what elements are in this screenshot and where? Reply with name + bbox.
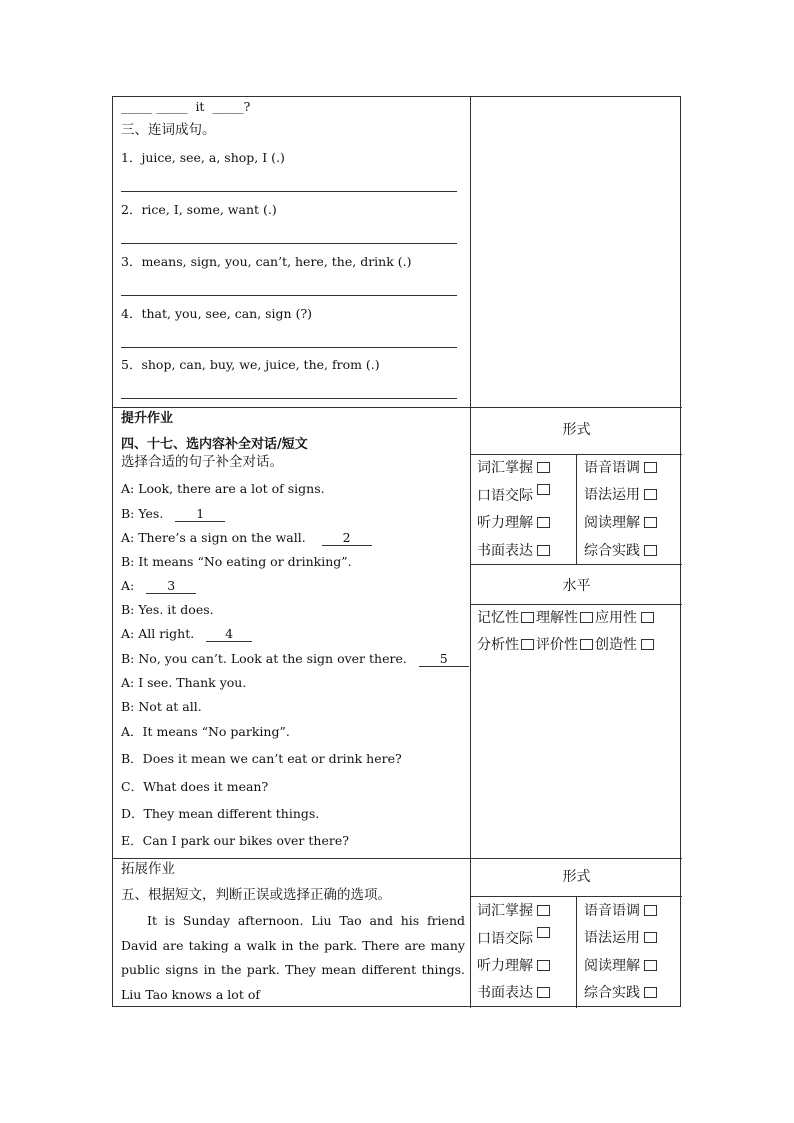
checkbox[interactable] (537, 517, 550, 528)
level-row: 记忆性 理解性 应用性 (477, 607, 654, 627)
form-option: 听力理解 (477, 955, 550, 975)
question-item: 3．means, sign, you, can’t, here, the, drink (.) (121, 254, 412, 269)
blank[interactable]: _____ (156, 99, 188, 114)
checkbox[interactable] (644, 932, 657, 943)
question-item: 5．shop, can, buy, we, juice, the, from (.) (121, 357, 380, 372)
form-heading: 形式 (562, 869, 591, 885)
answer-line[interactable] (121, 398, 457, 399)
checkbox[interactable] (537, 545, 550, 556)
dialogue-line: A: I see. Thank you. (121, 675, 247, 690)
dialogue-line: B: No, you can’t. Look at the sign over there. 5 (121, 653, 469, 667)
form-option: 口语交际 (477, 484, 550, 505)
checkbox[interactable] (644, 905, 657, 916)
answer-line[interactable] (121, 243, 457, 244)
form-option: 听力理解 (477, 512, 550, 532)
checkbox[interactable] (644, 462, 657, 473)
dialogue-line: B: Yes. 1 (121, 508, 225, 522)
form-column-divider (576, 454, 577, 564)
dialogue-line: B: It means “No eating or drinking”. (121, 554, 352, 569)
level-heading: 水平 (562, 578, 591, 594)
answer-line[interactable] (121, 295, 457, 296)
form-option: 书面表达 (477, 540, 550, 560)
answer-blank[interactable]: 1 (175, 508, 225, 522)
form-option: 语音语调 (584, 900, 657, 920)
checkbox[interactable] (644, 960, 657, 971)
form-option: 词汇掌握 (477, 900, 550, 920)
form-option: 综合实践 (584, 982, 657, 1002)
worksheet-table (112, 96, 681, 1007)
answer-blank[interactable]: 5 (419, 653, 469, 667)
checkbox[interactable] (644, 545, 657, 556)
row-divider (113, 858, 682, 859)
dialogue-line: A: 3 (121, 580, 196, 594)
blank[interactable]: _____ (121, 99, 153, 114)
question-item: 4．that, you, see, can, sign (?) (121, 306, 313, 321)
form-option: 词汇掌握 (477, 457, 550, 477)
instruction: 选择合适的句子补全对话。 (121, 454, 283, 470)
dialogue-line: A: There’s a sign on the wall. 2 (121, 532, 372, 546)
checkbox[interactable] (580, 639, 593, 650)
category-label: 提升作业 (121, 411, 174, 426)
form-option: 综合实践 (584, 540, 657, 560)
dialogue-line: B: Not at all. (121, 699, 202, 714)
form-option: 语法运用 (584, 484, 657, 504)
option-a: A．It means “No parking”. (121, 724, 290, 739)
section-title: 四、十七、选内容补全对话/短文 (121, 437, 308, 452)
cell-divider (471, 604, 682, 605)
checkbox[interactable] (644, 987, 657, 998)
checkbox[interactable] (521, 612, 534, 623)
answer-blank[interactable]: 3 (146, 580, 196, 594)
question-item: 2．rice, I, some, want (.) (121, 202, 277, 217)
checkbox[interactable] (641, 639, 654, 650)
answer-line[interactable] (121, 191, 457, 192)
checkbox[interactable] (580, 612, 593, 623)
dialogue-line: A: All right. 4 (121, 628, 252, 642)
option-d: D．They mean different things. (121, 806, 320, 821)
answer-line[interactable] (121, 347, 457, 348)
option-e: E．Can I park our bikes over there? (121, 833, 349, 848)
checkbox[interactable] (537, 462, 550, 473)
checkbox[interactable] (641, 612, 654, 623)
question-item: 1．juice, see, a, shop, I (.) (121, 150, 285, 165)
level-row: 分析性 评价性 创造性 (477, 634, 654, 654)
option-c: C．What does it mean? (121, 779, 269, 794)
form-column-divider (576, 896, 577, 1008)
answer-blank[interactable]: 2 (322, 532, 372, 546)
form-option: 阅读理解 (584, 955, 657, 975)
checkbox[interactable] (644, 489, 657, 500)
checkbox[interactable] (537, 484, 550, 495)
checkbox[interactable] (537, 960, 550, 971)
option-b: B．Does it mean we can’t eat or drink here? (121, 751, 402, 766)
word: it (195, 99, 205, 114)
cell-divider (471, 564, 682, 565)
checkbox[interactable] (537, 905, 550, 916)
section-title: 五、根据短文，判断正误或选择正确的选项。 (121, 887, 391, 903)
section-title: 三、连词成句。 (121, 122, 216, 138)
form-option: 书面表达 (477, 982, 550, 1002)
dialogue-line: A: Look, there are a lot of signs. (121, 481, 325, 496)
category-label: 拓展作业 (121, 861, 175, 877)
checkbox[interactable] (644, 517, 657, 528)
dialogue-line: B: Yes. it does. (121, 602, 214, 617)
form-option: 口语交际 (477, 927, 550, 948)
row-divider (113, 407, 682, 408)
checkbox[interactable] (521, 639, 534, 650)
reading-passage: It is Sunday afternoon. Liu Tao and his friend David are taking a walk in the park. There are many public signs in the park. They mean different things. Liu Tao knows a lot of (121, 913, 465, 1002)
fill-in-line (121, 101, 250, 114)
checkbox[interactable] (537, 987, 550, 998)
answer-blank[interactable]: 4 (206, 628, 252, 642)
form-option: 语法运用 (584, 927, 657, 947)
form-heading: 形式 (562, 422, 591, 438)
checkbox[interactable] (537, 927, 550, 938)
form-option: 语音语调 (584, 457, 657, 477)
blank[interactable]: _____? (212, 99, 251, 114)
form-option: 阅读理解 (584, 512, 657, 532)
